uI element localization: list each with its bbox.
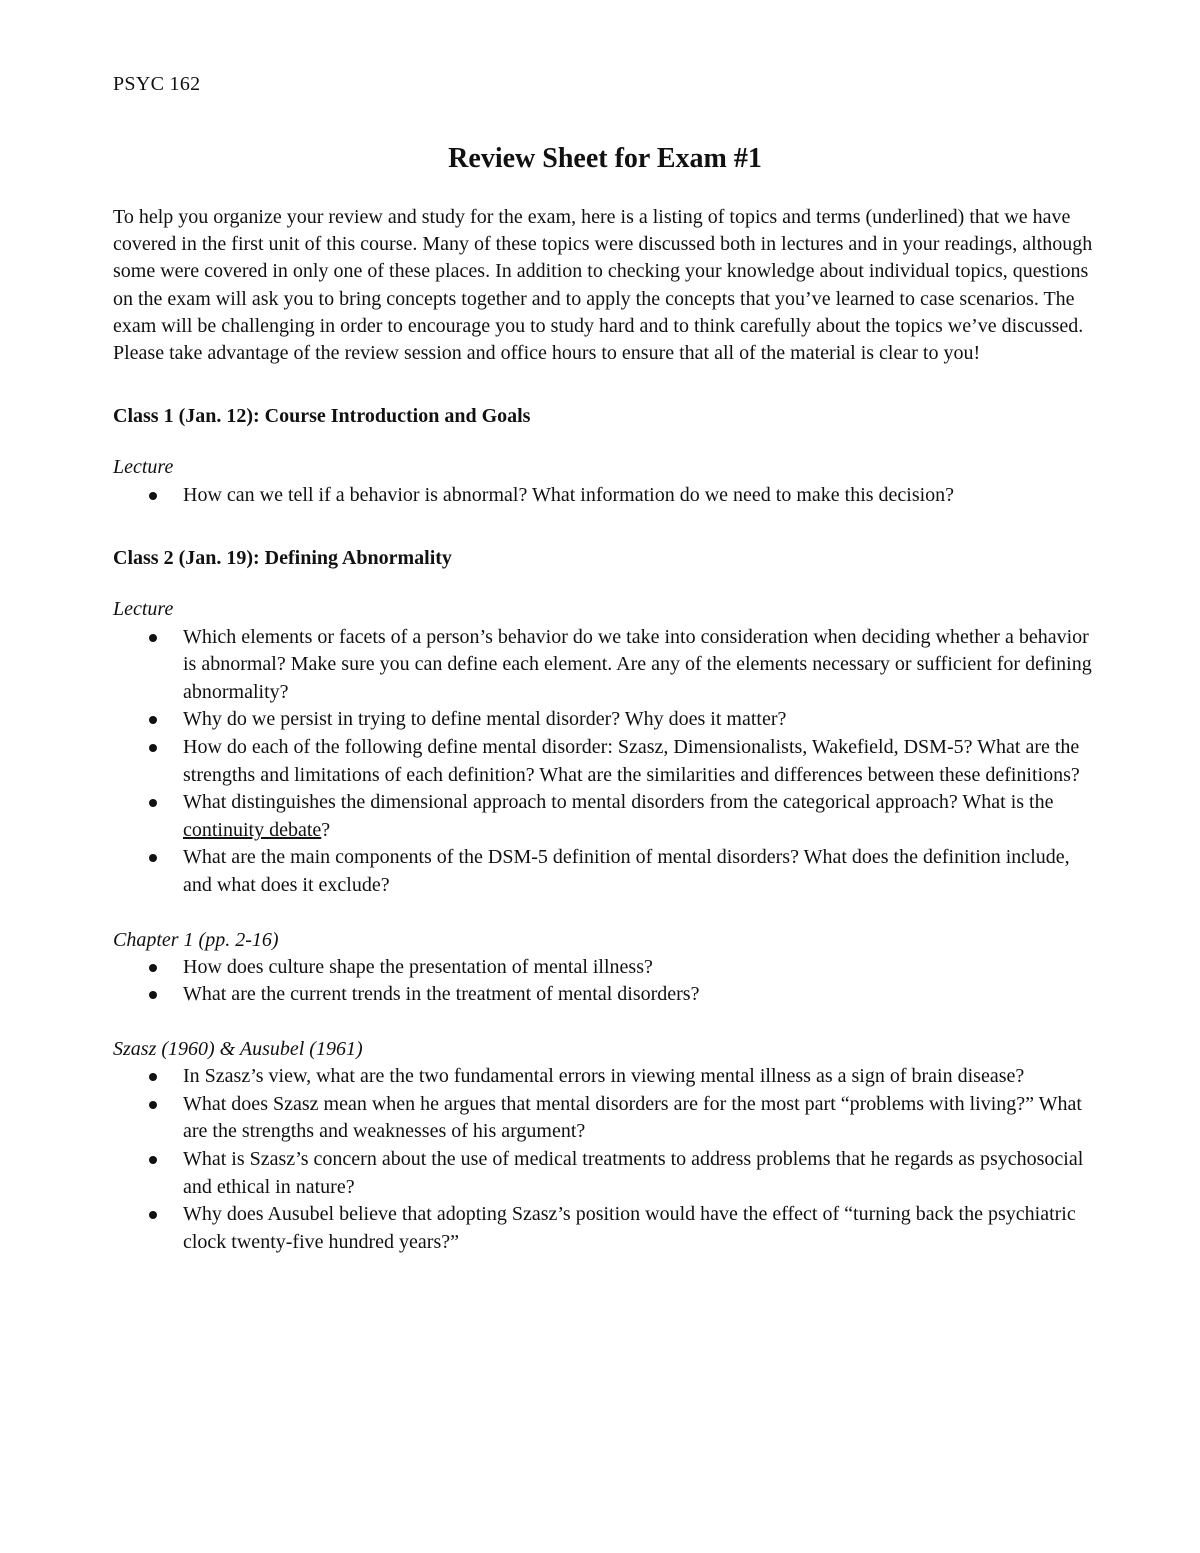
intro-paragraph: To help you organize your review and study for the exam, here is a listing of topics and terms (underlined) that we have covered in the first unit of this course. Many of these topics were discussed both in lectures and in your readings, although some were covered in only one of these places. In addition to checking your knowledge about individual topics, questions on the exam will ask you to bring concepts together and to apply the concepts that you’ve learned to case scenarios. The exam will be challenging in order to encourage you to study hard and to think carefully about the topics we’ve discussed. Please take advantage of the review session and office hours to ensure that all of the material is clear to you!	[113, 206, 1093, 365]
class2-reading-label: Szasz (1960) & Ausubel (1961)	[113, 1037, 363, 1060]
page-title: Review Sheet for Exam #1	[448, 143, 762, 174]
list-item-text: Why does Ausubel believe that adopting Szasz’s position would have the effect of “turning back the psychiatric clock twenty-five hundred years?”	[183, 1203, 1076, 1253]
list-item	[113, 954, 1098, 982]
list-item-text: Why do we persist in trying to define mental disorder? Why does it matter?	[183, 708, 787, 731]
list-item-text: In Szasz’s view, what are the two fundamental errors in viewing mental illness as a sign of brain disease?	[183, 1065, 1025, 1088]
class2-chapter-list	[113, 954, 1098, 1009]
bullet-icon	[149, 799, 157, 807]
list-item	[113, 1146, 1098, 1201]
list-item-text-after: ?	[321, 818, 331, 841]
list-item	[113, 706, 1098, 734]
bullet-icon	[149, 492, 157, 500]
bullet-icon	[149, 1211, 157, 1219]
list-item	[113, 624, 1098, 707]
list-item	[113, 1091, 1098, 1146]
document-body	[113, 204, 1098, 1256]
list-item-text: What does Szasz mean when he argues that mental disorders are for the most part “problems with living?” What are the strengths and weaknesses of his argument?	[183, 1092, 1082, 1143]
class2-heading: Class 2 (Jan. 19): Defining Abnormality	[113, 547, 452, 570]
bullet-icon	[149, 854, 157, 862]
bullet-icon	[149, 1073, 157, 1081]
class2-reading-list	[113, 1063, 1098, 1256]
list-item-text: How does culture shape the presentation of mental illness?	[183, 955, 653, 978]
class2-chapter-label: Chapter 1 (pp. 2-16)	[113, 928, 279, 951]
list-item	[113, 1063, 1098, 1091]
course-code: PSYC 162	[113, 73, 201, 95]
list-item	[113, 1201, 1098, 1256]
list-item	[113, 734, 1098, 789]
list-item	[113, 981, 1098, 1009]
bullet-icon	[149, 1101, 157, 1109]
list-item	[113, 789, 1098, 844]
class2-lecture-list	[113, 624, 1098, 900]
class1-lecture-label: Lecture	[113, 456, 174, 479]
bullet-icon	[149, 634, 157, 642]
class1-lecture-list	[113, 482, 1098, 510]
list-item-text: How can we tell if a behavior is abnormal? What information do we need to make this decision?	[183, 483, 955, 506]
list-item	[113, 482, 1098, 510]
bullet-icon	[149, 744, 157, 752]
list-item-text-before: What distinguishes the dimensional approach to mental disorders from the categorical approach? What is the	[183, 791, 1054, 814]
class1-heading: Class 1 (Jan. 12): Course Introduction and Goals	[113, 405, 531, 428]
class2-lecture-label: Lecture	[113, 598, 174, 621]
bullet-icon	[149, 991, 157, 999]
list-item-text: Which elements or facets of a person’s behavior do we take into consideration when deciding whether a behavior is abnormal? Make sure you can define each element. Are any of the elements necessary or sufficient for defining abnormality?	[183, 625, 1092, 703]
bullet-icon	[149, 964, 157, 972]
underlined-term: continuity debate	[183, 818, 322, 841]
list-item-text: What are the main components of the DSM-5 definition of mental disorders? What does the definition include, and what does it exclude?	[183, 846, 1070, 896]
bullet-icon	[149, 1156, 157, 1164]
list-item-text: How do each of the following define mental disorder: Szasz, Dimensionalists, Wakefield, DSM-5? What are the strengths and limitations of each definition? What are the similarities and differences between these definitions?	[183, 736, 1080, 786]
list-item-text: What are the current trends in the treatment of mental disorders?	[183, 983, 700, 1006]
list-item-text: What is Szasz’s concern about the use of medical treatments to address problems that he regards as psychosocial and ethical in nature?	[183, 1147, 1084, 1198]
bullet-icon	[149, 716, 157, 724]
list-item	[113, 844, 1098, 899]
